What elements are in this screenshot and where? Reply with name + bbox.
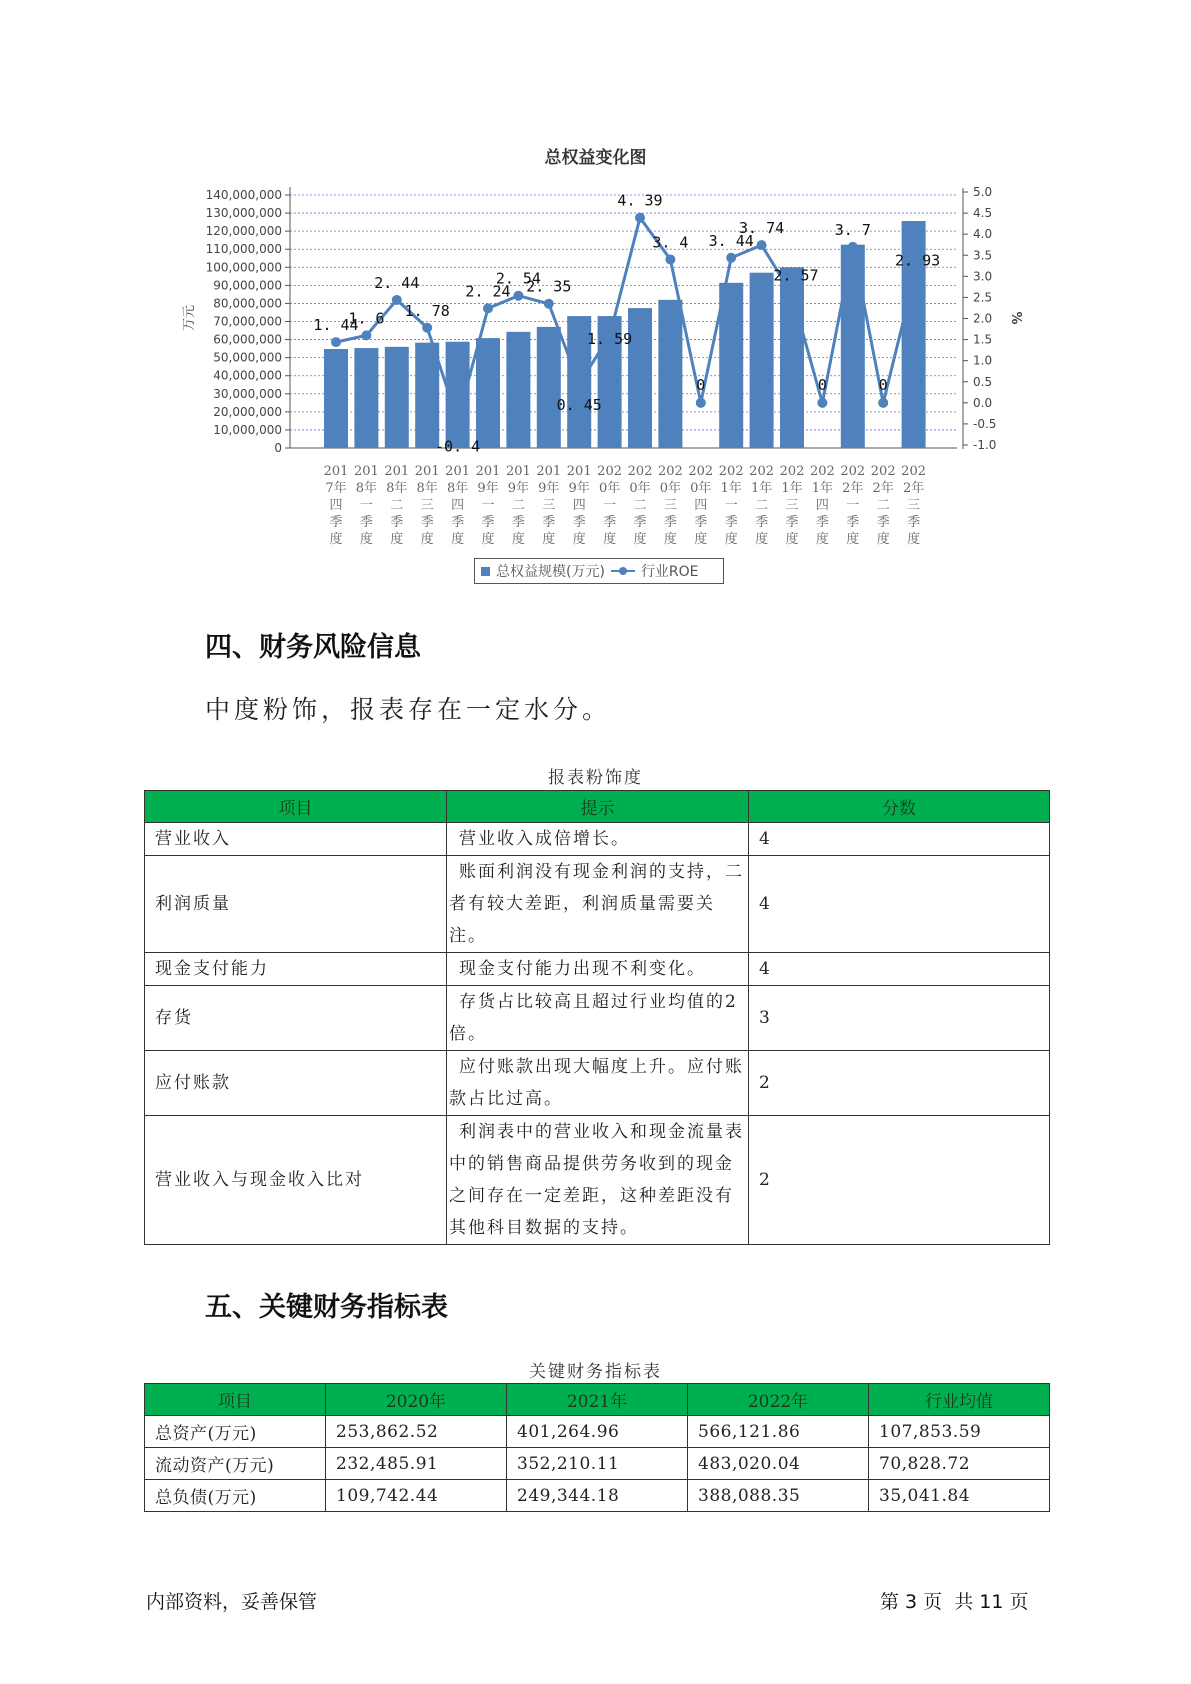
roe-point [757,240,767,250]
roe-data-label: 2. 24 [465,282,511,301]
table-row [145,856,1050,953]
equity-bar [415,343,439,448]
key-indicators-table-header: 项目 [145,1384,326,1416]
y-tick-label: 80,000,000 [213,296,282,311]
roe-data-label: 3. 74 [739,219,785,238]
x-tick-label: 201 [414,464,440,479]
roe-data-label: 3. 4 [652,233,689,252]
y-tick-label: 70,000,000 [213,314,282,329]
x-tick-label: 201 [323,464,349,479]
y2-tick-label: 1.0 [973,353,993,368]
x-tick-label: 201 [566,464,592,479]
x-tick-label: 季 [755,515,769,530]
x-tick-label: 201 [505,464,531,479]
x-tick-label: 度 [907,532,921,547]
x-tick-label: 201 [353,464,379,479]
table-row [145,1480,1050,1512]
risk-item-cell: 存货 [145,986,447,1051]
roe-point [878,398,888,408]
indicator-value-cell: 109,742.44 [326,1480,507,1512]
x-tick-label: 四 [694,498,708,513]
x-tick-label: 季 [815,515,829,530]
indicator-value-cell: 253,862.52 [326,1416,507,1448]
x-tick-label: 度 [633,532,647,547]
indicator-value-cell: 483,020.04 [688,1448,869,1480]
x-tick-label: 8年 [446,481,469,496]
roe-point [909,274,919,284]
x-tick-label: 0年 [629,481,651,496]
y-tick-label: 110,000,000 [205,242,282,257]
chart-title: 总权益变化图 [544,148,647,168]
x-tick-label: 9年 [568,481,590,496]
equity-bar [324,349,348,448]
x-tick-label: 季 [329,515,343,530]
risk-summary: 中度粉饰，报表存在一定水分。 [205,695,612,724]
x-tick-label: 四 [572,498,586,513]
risk-score-cell: 4 [749,856,1050,953]
x-tick-label: 2年 [842,481,864,496]
y2-tick-label: 4.0 [973,227,993,242]
table-row [145,986,1050,1051]
y2-tick-label: -1.0 [973,438,997,452]
roe-point [726,253,736,263]
risk-hint-cell: 应付账款出现大幅度上升。应付账款占比过高。 [447,1051,749,1116]
x-tick-label: 三 [663,498,677,513]
x-tick-label: 一 [603,498,617,513]
x-tick-label: 季 [451,515,465,530]
x-tick-label: 季 [572,515,586,530]
x-tick-label: 度 [572,532,586,547]
roe-point [665,254,675,264]
risk-item-cell: 现金支付能力 [145,953,447,986]
legend-bar-swatch [481,567,490,576]
risk-hint-cell: 存货占比较高且超过行业均值的2倍。 [447,986,749,1051]
roe-data-label: 0. 45 [556,395,602,414]
x-tick-label: 8年 [416,481,438,496]
equity-bar [385,347,409,448]
x-tick-label: 1年 [720,481,742,496]
risk-hint-cell: 利润表中的营业收入和现金流量表中的销售商品提供劳务收到的现金之间存在一定差距，这种差距没有其他科目数据的支持。 [447,1116,749,1245]
roe-point [513,291,523,301]
roe-point [422,323,432,333]
key-indicators-table-caption: 关键财务指标表 [529,1362,662,1382]
x-tick-label: 202 [597,464,623,479]
table-row [145,953,1050,986]
y-axis-label: 万元 [182,304,197,332]
x-tick-label: 202 [901,464,927,479]
risk-table [144,790,1050,1245]
y2-tick-label: -0.5 [973,416,997,431]
key-indicators-table-header: 2022年 [688,1384,869,1416]
roe-data-label: 2. 57 [773,266,819,285]
x-tick-label: 201 [475,464,501,479]
x-tick-label: 季 [542,515,556,530]
x-tick-label: 2年 [872,481,894,496]
risk-item-cell: 营业收入与现金收入比对 [145,1116,447,1245]
x-tick-label: 1年 [750,481,773,496]
equity-bar [476,338,500,448]
indicator-name-cell: 流动资产(万元) [145,1448,326,1480]
x-tick-label: 0年 [659,481,682,496]
x-tick-label: 201 [536,464,562,479]
equity-bar [841,245,865,448]
risk-score-cell: 4 [749,823,1050,856]
x-tick-label: 一 [846,498,860,513]
x-tick-label: 1年 [781,481,803,496]
indicator-value-cell: 70,828.72 [869,1448,1050,1480]
x-tick-label: 四 [451,498,465,513]
y2-tick-label: 3.0 [973,269,993,284]
legend-line-swatch [611,566,635,576]
equity-bar [750,273,774,448]
x-tick-label: 二 [390,498,404,513]
chart-legend [474,558,724,584]
roe-data-label: 3. 44 [708,231,754,250]
legend-line-label: 行业ROE [640,564,699,580]
equity-bar [537,327,561,448]
roe-data-label: 4. 39 [617,191,663,210]
y-tick-label: 20,000,000 [213,404,282,419]
x-tick-label: 1年 [811,481,834,496]
risk-score-cell: 2 [749,1051,1050,1116]
table-row [145,823,1050,856]
y-tick-label: 30,000,000 [213,386,282,401]
y-tick-label: 40,000,000 [213,368,282,383]
x-tick-label: 度 [876,532,890,547]
x-tick-label: 季 [907,515,921,530]
x-tick-label: 一 [359,498,373,513]
y2-tick-label: 0.0 [973,395,993,410]
x-tick-label: 度 [390,532,404,547]
roe-point [817,398,827,408]
x-tick-label: 度 [755,532,769,547]
roe-data-label: 0 [817,375,827,394]
x-tick-label: 度 [724,532,738,547]
legend-bar-label: 总权益规模(万元) [496,564,605,580]
table-row [145,1051,1050,1116]
x-tick-label: 季 [481,515,495,530]
x-tick-label: 四 [329,498,343,513]
roe-point [574,379,584,389]
indicator-value-cell: 388,088.35 [688,1480,869,1512]
x-tick-label: 度 [329,532,343,547]
y-tick-label: 90,000,000 [213,278,282,293]
roe-point [635,213,645,223]
roe-data-label: 0 [696,375,706,394]
table-row [145,1448,1050,1480]
risk-score-cell: 4 [749,953,1050,986]
x-tick-label: 202 [749,464,775,479]
roe-point [392,295,402,305]
x-tick-label: 202 [840,464,866,479]
table-row [145,1416,1050,1448]
x-tick-label: 202 [779,464,805,479]
roe-data-label: 1. 59 [587,329,633,348]
risk-table-header: 分数 [749,791,1050,823]
y-tick-label: 120,000,000 [205,224,282,239]
total-equity-chart [0,0,1191,560]
x-tick-label: 0年 [598,481,621,496]
y2-tick-label: 3.5 [973,248,993,263]
x-tick-label: 度 [511,532,525,547]
x-tick-label: 度 [481,532,495,547]
x-tick-label: 二 [755,498,769,513]
roe-data-label: -0. 4 [435,437,481,456]
indicator-name-cell: 总资产(万元) [145,1416,326,1448]
section-heading-risk: 四、财务风险信息 [205,632,421,663]
roe-point [696,398,706,408]
x-tick-label: 季 [420,515,434,530]
y-tick-label: 140,000,000 [205,188,282,202]
equity-bar [506,332,530,448]
risk-item-cell: 营业收入 [145,823,447,856]
risk-score-cell: 2 [749,1116,1050,1245]
x-tick-label: 度 [542,532,556,547]
x-tick-label: 三 [785,498,799,513]
x-tick-label: 度 [420,532,434,547]
roe-point [453,415,463,425]
footer-confidential-note: 内部资料，妥善保管 [146,1591,318,1613]
y-tick-label: 130,000,000 [205,206,282,221]
risk-hint-cell: 账面利润没有现金利润的支持，二者有较大差距，利润质量需要关注。 [447,856,749,953]
x-tick-label: 度 [663,532,677,547]
x-tick-label: 季 [846,515,860,530]
roe-data-label: 2. 54 [495,269,541,288]
x-tick-label: 202 [718,464,744,479]
key-indicators-table-header: 2020年 [326,1384,507,1416]
x-tick-label: 二 [876,498,890,513]
x-tick-label: 三 [542,498,556,513]
x-tick-label: 三 [907,498,921,513]
roe-data-label: 2. 44 [374,273,420,292]
x-tick-label: 季 [785,515,799,530]
x-tick-label: 季 [511,515,525,530]
y-tick-label: 60,000,000 [213,332,282,347]
x-tick-label: 202 [657,464,683,479]
x-tick-label: 9年 [507,481,530,496]
x-tick-label: 201 [445,464,471,479]
equity-bar [354,348,378,448]
x-tick-label: 度 [846,532,860,547]
risk-item-cell: 应付账款 [145,1051,447,1116]
x-tick-label: 季 [663,515,677,530]
key-indicators-table-header: 行业均值 [869,1384,1050,1416]
x-tick-label: 季 [876,515,890,530]
roe-data-label: 1. 6 [348,309,385,328]
indicator-name-cell: 总负债(万元) [145,1480,326,1512]
y2-tick-label: 2.0 [973,311,993,326]
x-tick-label: 202 [688,464,714,479]
x-tick-label: 季 [694,515,708,530]
indicator-value-cell: 232,485.91 [326,1448,507,1480]
indicator-value-cell: 107,853.59 [869,1416,1050,1448]
key-indicators-table [144,1383,1050,1512]
x-tick-label: 8年 [386,481,408,496]
x-tick-label: 季 [359,515,373,530]
risk-table-header: 提示 [447,791,749,823]
y2-tick-label: 1.5 [973,332,993,347]
indicator-value-cell: 352,210.11 [507,1448,688,1480]
indicator-value-cell: 35,041.84 [869,1480,1050,1512]
y2-tick-label: 0.5 [973,374,993,389]
x-tick-label: 一 [724,498,738,513]
x-tick-label: 9年 [538,481,560,496]
roe-point [544,299,554,309]
x-tick-label: 度 [785,532,799,547]
x-tick-label: 0年 [690,481,712,496]
y2-tick-label: 2.5 [973,290,993,305]
x-tick-label: 9年 [477,481,499,496]
table-row [145,1116,1050,1245]
x-tick-label: 季 [390,515,404,530]
roe-point [787,289,797,299]
indicator-value-cell: 566,121.86 [688,1416,869,1448]
risk-table-caption: 报表粉饰度 [548,768,643,788]
roe-data-label: 3. 7 [834,220,871,239]
key-indicators-table-header: 2021年 [507,1384,688,1416]
section-heading-key-indicators: 五、关键财务指标表 [205,1292,448,1323]
roe-data-label: 0 [878,375,888,394]
x-tick-label: 2年 [902,481,925,496]
x-tick-label: 7年 [325,481,347,496]
x-tick-label: 度 [815,532,829,547]
roe-point [331,337,341,347]
x-tick-label: 201 [384,464,410,479]
y-tick-label: 10,000,000 [213,422,282,437]
equity-bar [719,283,743,448]
roe-point [848,242,858,252]
x-tick-label: 202 [627,464,653,479]
x-tick-label: 度 [359,532,373,547]
x-tick-label: 202 [809,464,835,479]
x-tick-label: 8年 [355,481,378,496]
x-tick-label: 度 [451,532,465,547]
risk-hint-cell: 营业收入成倍增长。 [447,823,749,856]
y2-tick-label: 5.0 [973,185,993,199]
roe-point [483,303,493,313]
roe-data-label: 1. 78 [404,301,450,320]
y-tick-label: 100,000,000 [205,260,282,275]
x-tick-label: 三 [420,498,434,513]
x-tick-label: 二 [511,498,525,513]
x-tick-label: 四 [815,498,829,513]
x-tick-label: 季 [633,515,647,530]
indicator-value-cell: 401,264.96 [507,1416,688,1448]
equity-bar [658,300,682,448]
x-tick-label: 度 [603,532,617,547]
y2-axis-label: % [1008,311,1023,325]
y-tick-label: 0 [274,441,282,455]
x-tick-label: 度 [694,532,708,547]
roe-data-label: 2. 35 [526,277,572,296]
x-tick-label: 一 [481,498,495,513]
x-tick-label: 季 [724,515,738,530]
risk-score-cell: 3 [749,986,1050,1051]
roe-data-label: 1. 44 [313,316,359,335]
x-tick-label: 季 [603,515,617,530]
indicator-value-cell: 249,344.18 [507,1480,688,1512]
x-tick-label: 二 [633,498,647,513]
risk-table-header: 项目 [145,791,447,823]
roe-point [361,330,371,340]
risk-hint-cell: 现金支付能力出现不利变化。 [447,953,749,986]
roe-data-label: 2. 93 [895,251,941,270]
y2-tick-label: 4.5 [973,206,993,221]
y-tick-label: 50,000,000 [213,350,282,365]
risk-item-cell: 利润质量 [145,856,447,953]
footer-page-number: 第 3 页 共 11 页 [880,1591,1029,1613]
x-tick-label: 202 [870,464,896,479]
